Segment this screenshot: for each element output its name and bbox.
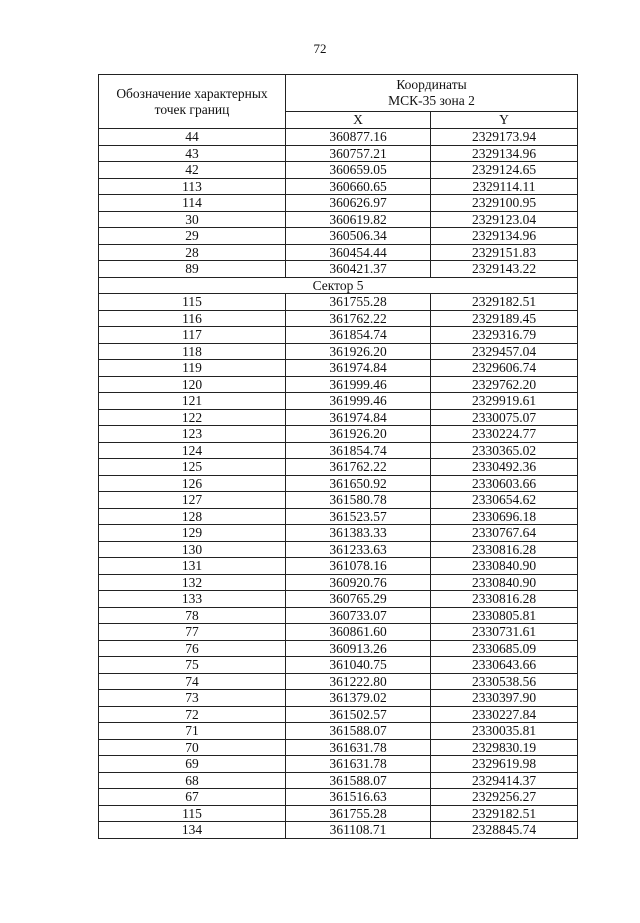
x-coordinate-cell: 361650.92	[286, 475, 431, 492]
y-coordinate-cell: 2330805.81	[431, 607, 578, 624]
y-coordinate-cell: 2329606.74	[431, 360, 578, 377]
y-coordinate-cell: 2329189.45	[431, 310, 578, 327]
point-name-cell: 134	[99, 822, 286, 839]
point-name-cell: 43	[99, 145, 286, 162]
table-row	[99, 327, 578, 344]
table-row	[99, 558, 578, 575]
y-coordinate-cell: 2329830.19	[431, 739, 578, 756]
table-row	[99, 162, 578, 179]
point-name-cell: 28	[99, 244, 286, 261]
point-name-cell: 119	[99, 360, 286, 377]
page-number: 72	[313, 41, 327, 56]
table-row	[99, 294, 578, 311]
y-coordinate-cell: 2329134.96	[431, 228, 578, 245]
table-row	[99, 640, 578, 657]
x-coordinate-cell: 361631.78	[286, 756, 431, 773]
x-coordinate-cell: 361926.20	[286, 426, 431, 443]
table-row	[99, 822, 578, 839]
x-coordinate-cell: 361631.78	[286, 739, 431, 756]
point-name-cell: 129	[99, 525, 286, 542]
table-row	[99, 459, 578, 476]
point-name-cell: 76	[99, 640, 286, 657]
table-row	[99, 541, 578, 558]
y-coordinate-cell: 2330840.90	[431, 574, 578, 591]
y-coordinate-cell: 2329182.51	[431, 805, 578, 822]
point-name-cell: 121	[99, 393, 286, 410]
table-row	[99, 129, 578, 146]
x-coordinate-cell: 360619.82	[286, 211, 431, 228]
table-row	[99, 789, 578, 806]
sector-section	[99, 277, 578, 294]
point-name-cell: 30	[99, 211, 286, 228]
point-name-cell: 118	[99, 343, 286, 360]
table-row	[99, 360, 578, 377]
x-coordinate-cell: 361854.74	[286, 327, 431, 344]
point-name-cell: 127	[99, 492, 286, 509]
x-coordinate-cell: 361762.22	[286, 459, 431, 476]
x-coordinate-cell: 361588.07	[286, 772, 431, 789]
point-name-cell: 70	[99, 739, 286, 756]
x-coordinate-cell: 361755.28	[286, 294, 431, 311]
table-row	[99, 607, 578, 624]
x-coordinate-cell: 361999.46	[286, 393, 431, 410]
x-coordinate-cell: 361974.84	[286, 409, 431, 426]
y-coordinate-cell: 2330224.77	[431, 426, 578, 443]
y-coordinate-cell: 2330227.84	[431, 706, 578, 723]
table-row	[99, 178, 578, 195]
table-body-part-2	[99, 294, 578, 839]
point-name-cell: 68	[99, 772, 286, 789]
y-column-header: Y	[431, 112, 578, 129]
x-coordinate-cell: 361078.16	[286, 558, 431, 575]
x-coordinate-cell: 360765.29	[286, 591, 431, 608]
y-coordinate-cell: 2329134.96	[431, 145, 578, 162]
point-name-cell: 67	[99, 789, 286, 806]
y-coordinate-cell: 2330816.28	[431, 541, 578, 558]
table-row	[99, 673, 578, 690]
coordinates-table	[98, 74, 578, 839]
point-name-cell: 71	[99, 723, 286, 740]
x-coordinate-cell: 361040.75	[286, 657, 431, 674]
point-name-cell: 122	[99, 409, 286, 426]
y-coordinate-cell: 2330538.56	[431, 673, 578, 690]
point-name-header: Обозначение характерных точек границ	[99, 75, 286, 129]
y-coordinate-cell: 2330696.18	[431, 508, 578, 525]
x-coordinate-cell: 361379.02	[286, 690, 431, 707]
point-name-cell: 113	[99, 178, 286, 195]
y-coordinate-cell: 2329114.11	[431, 178, 578, 195]
point-name-cell: 128	[99, 508, 286, 525]
table-row	[99, 475, 578, 492]
table-row	[99, 772, 578, 789]
y-coordinate-cell: 2330075.07	[431, 409, 578, 426]
x-coordinate-cell: 361588.07	[286, 723, 431, 740]
x-coordinate-cell: 360861.60	[286, 624, 431, 641]
x-coordinate-cell: 361854.74	[286, 442, 431, 459]
table-row	[99, 624, 578, 641]
table-row	[99, 195, 578, 212]
table-row	[99, 525, 578, 542]
y-coordinate-cell: 2329151.83	[431, 244, 578, 261]
x-coordinate-cell: 361502.57	[286, 706, 431, 723]
x-coordinate-cell: 360506.34	[286, 228, 431, 245]
point-name-cell: 124	[99, 442, 286, 459]
y-coordinate-cell: 2329619.98	[431, 756, 578, 773]
y-coordinate-cell: 2329414.37	[431, 772, 578, 789]
x-coordinate-cell: 360913.26	[286, 640, 431, 657]
point-name-cell: 116	[99, 310, 286, 327]
x-coordinate-cell: 361762.22	[286, 310, 431, 327]
y-coordinate-cell: 2329919.61	[431, 393, 578, 410]
table-row	[99, 393, 578, 410]
x-coordinate-cell: 360659.05	[286, 162, 431, 179]
point-name-cell: 114	[99, 195, 286, 212]
table-row	[99, 244, 578, 261]
coordinate-system-header: МСК-35 зона 2	[388, 93, 475, 108]
table-row	[99, 508, 578, 525]
x-coordinate-cell: 361233.63	[286, 541, 431, 558]
point-name-cell: 73	[99, 690, 286, 707]
y-coordinate-cell: 2329316.79	[431, 327, 578, 344]
x-coordinate-cell: 361108.71	[286, 822, 431, 839]
x-coordinate-cell: 360626.97	[286, 195, 431, 212]
table-body-part-1	[99, 129, 578, 278]
point-name-cell: 115	[99, 294, 286, 311]
point-name-cell: 123	[99, 426, 286, 443]
point-name-cell: 75	[99, 657, 286, 674]
x-coordinate-cell: 361755.28	[286, 805, 431, 822]
point-name-cell: 74	[99, 673, 286, 690]
x-coordinate-cell: 361383.33	[286, 525, 431, 542]
x-coordinate-cell: 361516.63	[286, 789, 431, 806]
table-row	[99, 706, 578, 723]
y-coordinate-cell: 2330603.66	[431, 475, 578, 492]
y-coordinate-cell: 2329762.20	[431, 376, 578, 393]
point-name-cell: 126	[99, 475, 286, 492]
table-row	[99, 657, 578, 674]
table-row	[99, 426, 578, 443]
coordinates-group-header	[286, 75, 578, 112]
x-column-header: X	[286, 112, 431, 129]
point-name-cell: 131	[99, 558, 286, 575]
table-row	[99, 805, 578, 822]
point-name-cell: 115	[99, 805, 286, 822]
x-coordinate-cell: 361926.20	[286, 343, 431, 360]
point-name-cell: 29	[99, 228, 286, 245]
x-coordinate-cell: 360920.76	[286, 574, 431, 591]
point-name-cell: 89	[99, 261, 286, 278]
table-row	[99, 756, 578, 773]
coordinates-header-title: Координаты	[396, 77, 467, 92]
y-coordinate-cell: 2330816.28	[431, 591, 578, 608]
x-coordinate-cell: 361999.46	[286, 376, 431, 393]
table-row	[99, 739, 578, 756]
x-coordinate-cell: 360733.07	[286, 607, 431, 624]
point-name-cell: 125	[99, 459, 286, 476]
y-coordinate-cell: 2330840.90	[431, 558, 578, 575]
x-coordinate-cell: 360757.21	[286, 145, 431, 162]
point-name-cell: 133	[99, 591, 286, 608]
point-name-cell: 132	[99, 574, 286, 591]
y-coordinate-cell: 2330767.64	[431, 525, 578, 542]
table-row	[99, 376, 578, 393]
point-name-cell: 130	[99, 541, 286, 558]
table-row	[99, 343, 578, 360]
x-coordinate-cell: 361580.78	[286, 492, 431, 509]
table-row	[99, 145, 578, 162]
table-row	[99, 442, 578, 459]
y-coordinate-cell: 2328845.74	[431, 822, 578, 839]
y-coordinate-cell: 2330365.02	[431, 442, 578, 459]
point-name-cell: 69	[99, 756, 286, 773]
x-coordinate-cell: 361523.57	[286, 508, 431, 525]
y-coordinate-cell: 2330643.66	[431, 657, 578, 674]
point-name-cell: 77	[99, 624, 286, 641]
table-header	[99, 75, 578, 129]
point-name-cell: 72	[99, 706, 286, 723]
table-row	[99, 574, 578, 591]
table-row	[99, 723, 578, 740]
x-coordinate-cell: 361222.80	[286, 673, 431, 690]
y-coordinate-cell: 2329100.95	[431, 195, 578, 212]
table-row	[99, 261, 578, 278]
y-coordinate-cell: 2329457.04	[431, 343, 578, 360]
y-coordinate-cell: 2330035.81	[431, 723, 578, 740]
x-coordinate-cell: 360660.65	[286, 178, 431, 195]
sector-label: Сектор 5	[99, 277, 578, 294]
point-name-cell: 117	[99, 327, 286, 344]
table-row	[99, 409, 578, 426]
point-name-cell: 42	[99, 162, 286, 179]
y-coordinate-cell: 2330654.62	[431, 492, 578, 509]
y-coordinate-cell: 2329143.22	[431, 261, 578, 278]
x-coordinate-cell: 361974.84	[286, 360, 431, 377]
y-coordinate-cell: 2330685.09	[431, 640, 578, 657]
y-coordinate-cell: 2329173.94	[431, 129, 578, 146]
point-name-cell: 78	[99, 607, 286, 624]
table-row	[99, 310, 578, 327]
table-row	[99, 591, 578, 608]
x-coordinate-cell: 360454.44	[286, 244, 431, 261]
y-coordinate-cell: 2329124.65	[431, 162, 578, 179]
table-row	[99, 492, 578, 509]
point-name-cell: 120	[99, 376, 286, 393]
sector-row	[99, 277, 578, 294]
y-coordinate-cell: 2329123.04	[431, 211, 578, 228]
y-coordinate-cell: 2330492.36	[431, 459, 578, 476]
table-row	[99, 690, 578, 707]
y-coordinate-cell: 2330731.61	[431, 624, 578, 641]
x-coordinate-cell: 360421.37	[286, 261, 431, 278]
y-coordinate-cell: 2329182.51	[431, 294, 578, 311]
table-row	[99, 211, 578, 228]
y-coordinate-cell: 2329256.27	[431, 789, 578, 806]
point-name-cell: 44	[99, 129, 286, 146]
y-coordinate-cell: 2330397.90	[431, 690, 578, 707]
x-coordinate-cell: 360877.16	[286, 129, 431, 146]
table-row	[99, 228, 578, 245]
